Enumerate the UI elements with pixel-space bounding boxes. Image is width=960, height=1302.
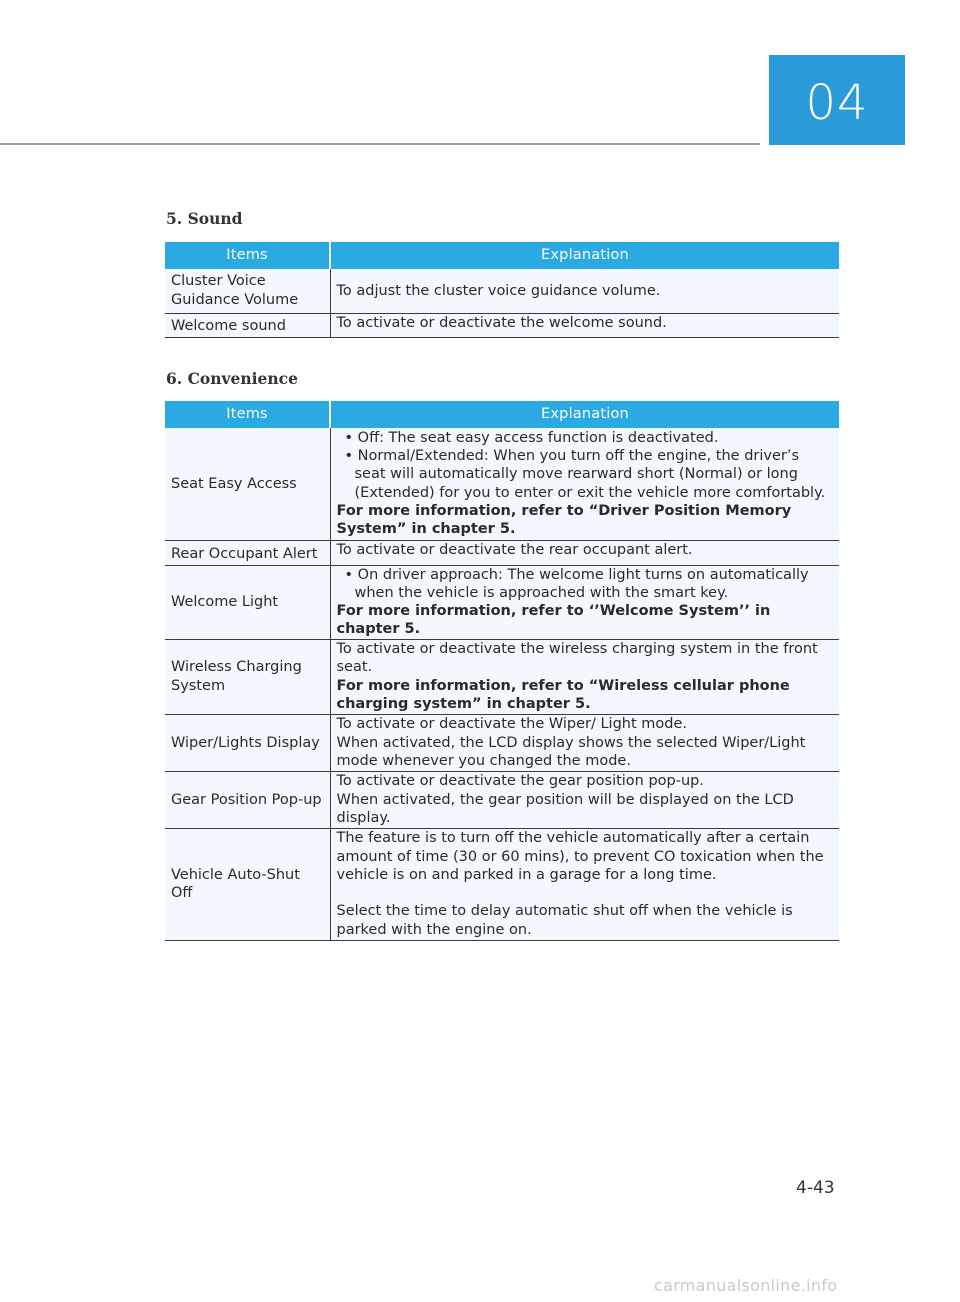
row-explanation: [330, 828, 839, 940]
row-explanation: [330, 269, 839, 313]
section-heading-convenience: 6. Convenience: [166, 369, 298, 388]
column-header-items: Items: [165, 242, 330, 269]
row-explanation: [330, 540, 839, 565]
explanation-text: To activate or deactivate the welcome sound.: [336, 314, 667, 331]
convenience-settings-table: [165, 401, 839, 941]
table-row: [165, 639, 839, 714]
row-item-label: Wiper/Lights Display: [165, 714, 330, 771]
explanation-text: When activated, the LCD display shows the selected Wiper/Light mode whenever you changed the mode.: [336, 734, 806, 769]
table-row: [165, 313, 839, 337]
paragraph-gap: [337, 884, 834, 902]
row-explanation: [330, 313, 839, 337]
row-item-label: Cluster Voice Guidance Volume: [165, 269, 330, 313]
row-explanation: [330, 714, 839, 771]
row-explanation: [330, 565, 839, 639]
bullet-text: • On driver approach: The welcome light turns on automatically when the vehicle is approached with the smart key.: [344, 566, 809, 601]
table-row: [165, 269, 839, 313]
column-header-explanation: Explanation: [330, 242, 839, 269]
row-item-label: Rear Occupant Alert: [165, 540, 330, 565]
explanation-text: To activate or deactivate the Wiper/ Light mode.: [336, 716, 688, 733]
row-item-label: Seat Easy Access: [165, 428, 330, 540]
table-row: [165, 828, 839, 940]
table-row: [165, 714, 839, 771]
row-item-label: Welcome Light: [165, 565, 330, 639]
row-item-label: Gear Position Pop-up: [165, 771, 330, 828]
section-heading-sound: 5. Sound: [166, 209, 243, 228]
explanation-text: To activate or deactivate the rear occupant alert.: [336, 541, 693, 558]
explanation-text: To activate or deactivate the gear position pop-up.: [336, 773, 704, 790]
table-row: [165, 565, 839, 639]
row-explanation: [330, 771, 839, 828]
top-divider-line: [0, 143, 760, 145]
row-item-label: Welcome sound: [165, 313, 330, 337]
bullet-text: • Off: The seat easy access function is deactivated.: [344, 429, 719, 446]
table-row: [165, 771, 839, 828]
chapter-tab: 04: [769, 55, 905, 145]
row-explanation: [330, 428, 839, 540]
column-header-items: Items: [165, 401, 330, 428]
column-header-explanation: Explanation: [330, 401, 839, 428]
table-row: [165, 540, 839, 565]
sound-settings-table: [165, 242, 839, 338]
cross-reference-note: For more information, refer to ‘’Welcome System’’ in chapter 5.: [336, 603, 771, 638]
page-number: 4-43: [796, 1178, 835, 1198]
row-item-label: Wireless Charging System: [165, 639, 330, 714]
explanation-text: To activate or deactivate the wireless charging system in the front seat.: [336, 641, 818, 676]
explanation-text: When activated, the gear position will be displayed on the LCD display.: [336, 791, 794, 826]
table-row: [165, 428, 839, 540]
explanation-text: Select the time to delay automatic shut off when the vehicle is parked with the engine on.: [336, 903, 793, 938]
bullet-text: • Normal/Extended: When you turn off the engine, the driver’s seat will automatically move rearward short (Normal) or long (Extended) for you to enter or exit the vehicle more comfortably.: [344, 448, 826, 501]
cross-reference-note: For more information, refer to “Driver Position Memory System” in chapter 5.: [336, 503, 792, 538]
explanation-text: The feature is to turn off the vehicle automatically after a certain amount of time (30 or 60 mins), to prevent CO toxication when the vehicle is on and parked in a garage for a long time.: [336, 830, 824, 884]
row-item-label: Vehicle Auto-Shut Off: [165, 828, 330, 940]
row-explanation: [330, 639, 839, 714]
watermark: carmanualsonline.info: [654, 1276, 838, 1295]
table-header-row: [165, 242, 839, 269]
table-header-row: [165, 401, 839, 428]
cross-reference-note: For more information, refer to “Wireless cellular phone charging system” in chapter 5.: [336, 677, 790, 712]
explanation-text: To adjust the cluster voice guidance volume.: [336, 282, 661, 299]
